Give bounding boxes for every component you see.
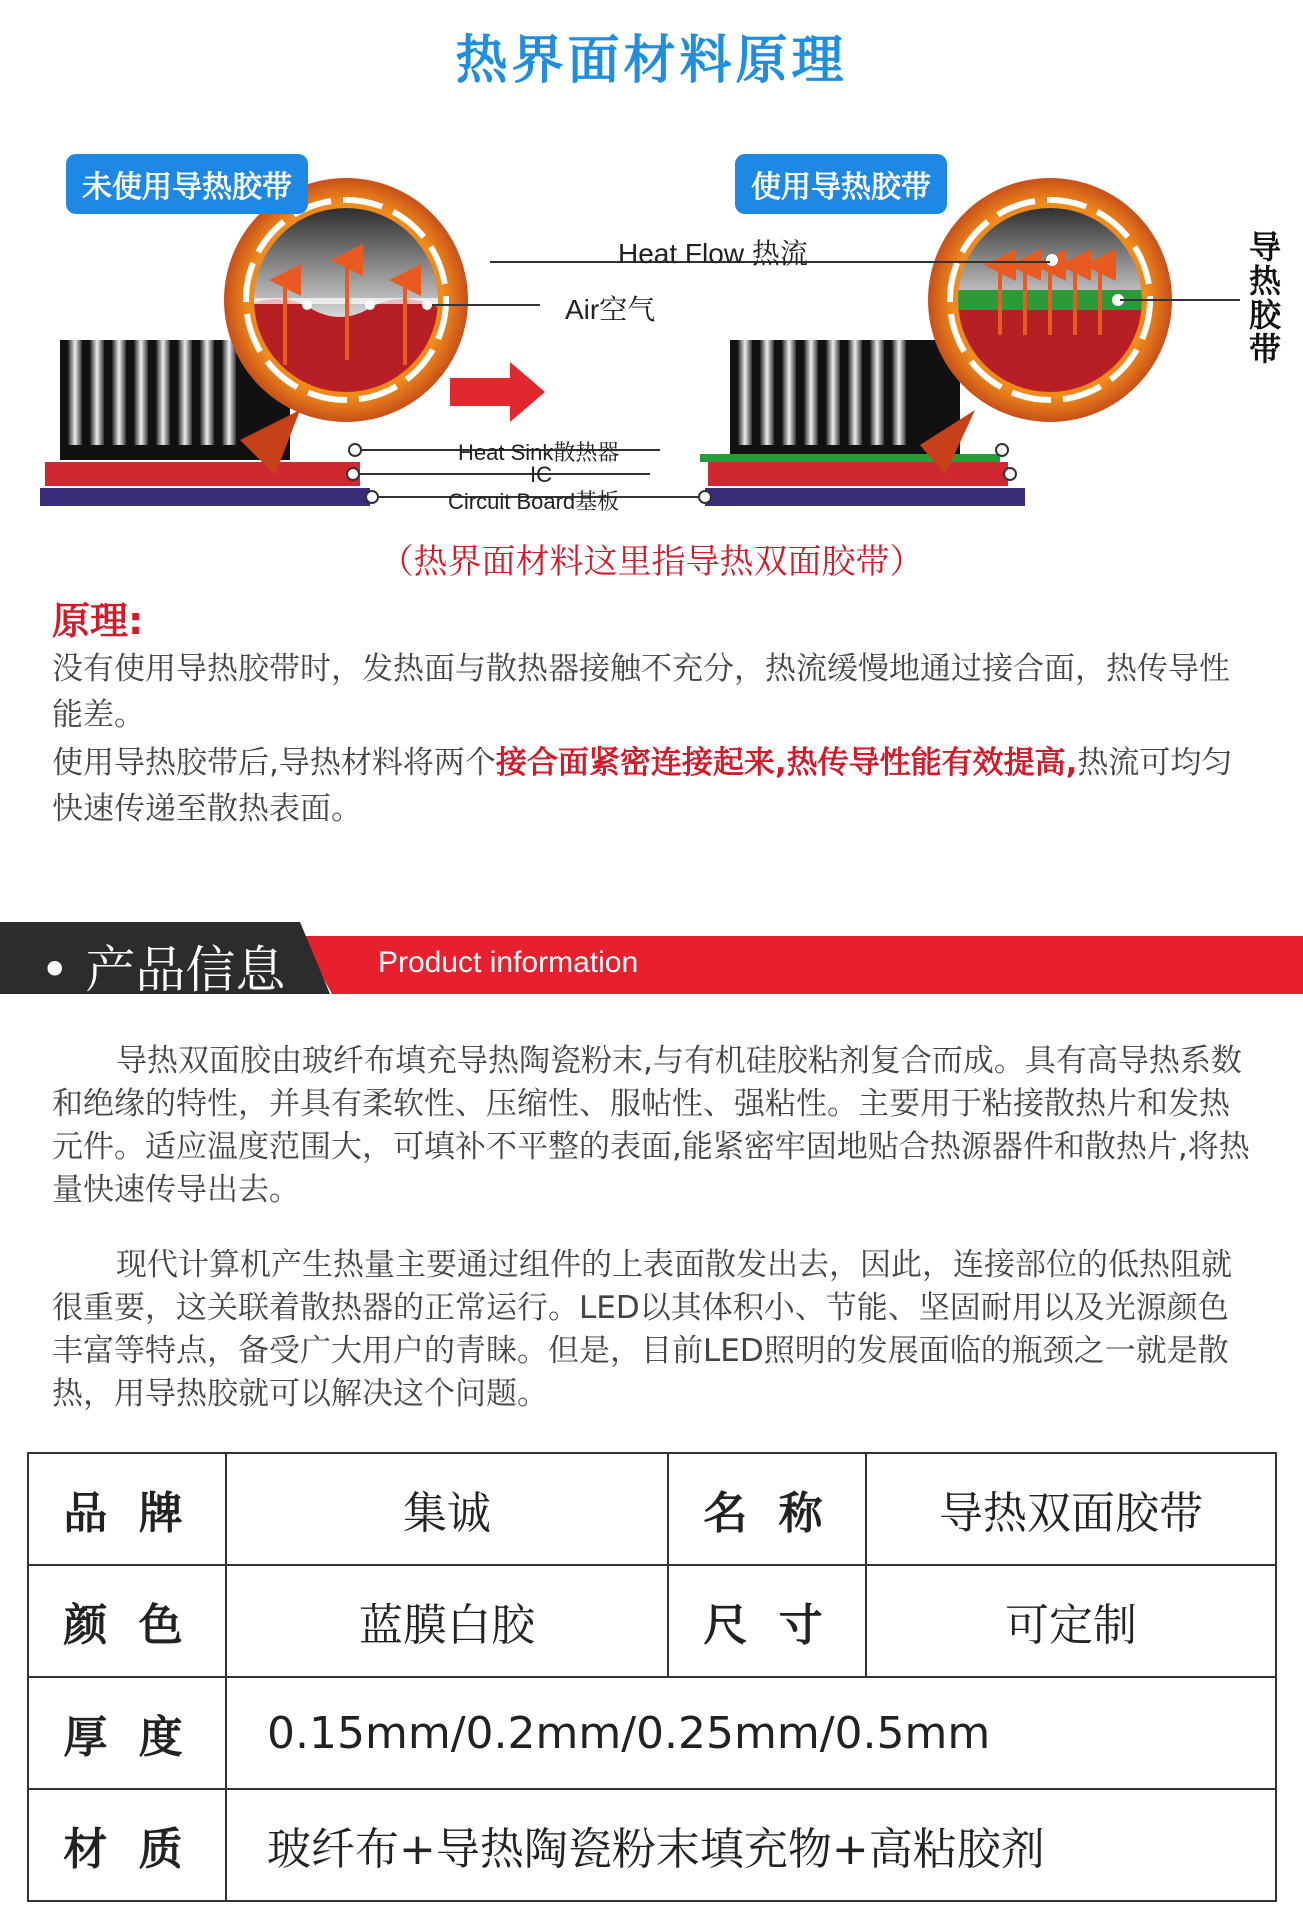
left-magnifier (224, 178, 494, 475)
principle-text-start: 使用导热胶带后,导热材料将两个 (52, 745, 496, 781)
table-row (28, 1565, 1276, 1677)
thickness-value: 0.15mm/0.2mm/0.25mm/0.5mm (226, 1677, 1276, 1789)
left-circuit-board (40, 488, 370, 506)
color-value: 蓝膜白胶 (226, 1565, 668, 1677)
label-heat-flow: Heat Flow 热流 (618, 238, 808, 269)
table-row (28, 1789, 1276, 1901)
right-tape-layer (700, 454, 1000, 462)
label-tape-vertical: 导热胶带 (1248, 228, 1281, 368)
brand-label: 品 牌 (28, 1453, 226, 1565)
principle-text-highlight: 接合面紧密连接起来,热传导性能有效提高, (495, 745, 1078, 781)
label-circuit-board: Circuit Board基板 (448, 489, 620, 514)
banner-title-en: Product information (378, 946, 639, 979)
color-label: 颜 色 (28, 1565, 226, 1677)
tag-without-tape: 未使用导热胶带 (66, 154, 308, 214)
principle-paragraph-1: 没有使用导热胶带时，发热面与散热器接触不充分，热流缓慢地通过接合面，热传导性能差。 (52, 651, 1230, 733)
page-title: 热界面材料原理 (455, 31, 848, 91)
right-ic (708, 462, 1008, 486)
label-air: Air空气 (565, 294, 656, 325)
right-circuit-board (705, 488, 1025, 506)
right-magnifier (920, 178, 1172, 475)
product-info-banner (0, 922, 1303, 999)
thermal-interface-diagram (40, 140, 1303, 520)
size-label: 尺 寸 (668, 1565, 866, 1677)
info-paragraph-2: 现代计算机产生热量主要通过组件的上表面散发出去，因此，连接部位的低热阻就很重要，这关联着散热器的正常运行。LED以其体积小、节能、坚固耐用以及光源颜色丰富等特点，备受广大用户的青睐。但是，目前LED照明的发展面临的瓶颈之一就是散热，用导热胶就可以解决这个问题。 (52, 1247, 1232, 1412)
banner-title-cn: • 产品信息 (40, 941, 286, 999)
table-row (28, 1453, 1276, 1565)
material-label: 材 质 (28, 1789, 226, 1901)
label-ic: IC (530, 462, 552, 487)
arrow-icon (450, 362, 545, 422)
principle-heading: 原理: (52, 599, 144, 643)
left-ic (45, 462, 360, 486)
material-value: 玻纤布+导热陶瓷粉末填充物+高粘胶剂 (226, 1789, 1276, 1901)
name-label: 名 称 (668, 1453, 866, 1565)
table-row (28, 1677, 1276, 1789)
principle-paragraph-2 (52, 740, 1252, 832)
brand-value: 集诚 (226, 1453, 668, 1565)
spec-table (27, 1452, 1277, 1902)
info-paragraph-1: 导热双面胶由玻纤布填充导热陶瓷粉末,与有机硅胶粘剂复合而成。具有高导热系数和绝缘的特性，并具有柔软性、压缩性、服帖性、强粘性。主要用于粘接散热片和发热元件。适应温度范围大，可填补不平整的表面,能紧密牢固地贴合热源器件和散热片,将热量快速传导出去。 (52, 1043, 1250, 1208)
diagram-note: （热界面材料这里指导热双面胶带） (379, 542, 924, 582)
thickness-label: 厚 度 (28, 1677, 226, 1789)
label-heat-sink: Heat Sink散热器 (458, 440, 620, 465)
name-value: 导热双面胶带 (866, 1453, 1276, 1565)
size-value: 可定制 (866, 1565, 1276, 1677)
principle-text-end: 热流可均匀快速传递至散热表面。 (52, 745, 1233, 827)
tag-with-tape: 使用导热胶带 (735, 154, 947, 214)
